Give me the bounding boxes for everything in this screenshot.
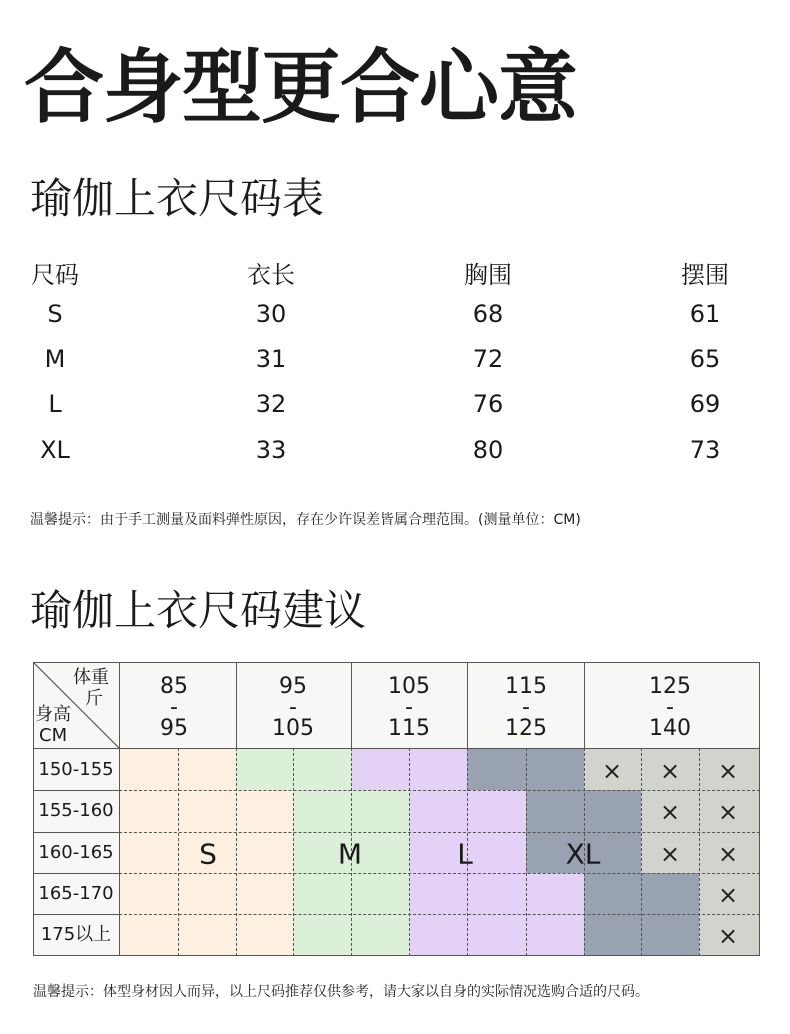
height-range-175-plus: 175以上 <box>40 924 112 945</box>
size-xl-cell <box>467 748 526 790</box>
weight-range-min: 95 <box>279 674 307 699</box>
not-recommended-mark: × <box>717 798 739 826</box>
size-xl-cell <box>526 790 584 832</box>
grid-hline <box>119 832 760 833</box>
size-m-cell <box>293 873 351 914</box>
cell-size: XL <box>40 436 70 464</box>
weight-range-115-125 <box>505 676 547 739</box>
corner-height-unit: CM <box>39 725 68 746</box>
not-recommended-mark: × <box>659 840 681 868</box>
size-xl-cell <box>584 914 641 956</box>
grid-hline <box>119 873 760 874</box>
weight-range-dash: - <box>666 695 674 720</box>
not-recommended-mark: × <box>601 757 623 785</box>
size-l-cell <box>467 873 526 914</box>
not-recommended-mark: × <box>659 798 681 826</box>
grid-hline <box>33 914 119 915</box>
grid-vline <box>759 662 760 956</box>
table-row <box>30 436 760 476</box>
cell-size: M <box>44 345 66 373</box>
size-s-cell <box>119 748 178 790</box>
weight-range-dash: - <box>170 695 178 720</box>
weight-range-105-115 <box>388 676 430 739</box>
weight-range-125-140 <box>649 676 691 739</box>
cell-chest: 76 <box>472 390 504 418</box>
size-xl-cell <box>584 873 641 914</box>
size-s-cell <box>178 914 236 956</box>
grid-hline <box>119 914 760 915</box>
grid-hline <box>33 790 119 791</box>
size-l-cell <box>526 873 584 914</box>
header-chest: 胸围 <box>464 261 512 289</box>
hero-title: 合身型更合心意 <box>24 41 577 134</box>
recommend-title: 瑜伽上衣尺码建议 <box>30 586 367 635</box>
size-s-cell <box>119 873 178 914</box>
size-s-cell <box>178 748 236 790</box>
size-l-cell <box>351 748 409 790</box>
weight-range-min: 125 <box>649 674 691 699</box>
size-chart-title: 瑜伽上衣尺码表 <box>30 174 325 223</box>
cell-size: S <box>47 300 63 328</box>
size-m-cell <box>351 914 409 956</box>
table-row <box>30 345 760 385</box>
size-s-cell <box>236 914 293 956</box>
size-label-m: M <box>337 837 363 871</box>
size-xl-cell <box>641 914 699 956</box>
size-m-cell <box>351 873 409 914</box>
grid-vline <box>641 748 642 956</box>
size-s-cell <box>236 832 293 873</box>
corner-weight-unit: 斤 <box>85 688 103 709</box>
size-s-cell <box>178 873 236 914</box>
size-s-cell <box>119 914 178 956</box>
corner-height-label: 身高 <box>35 704 71 725</box>
not-recommended-mark: × <box>717 881 739 909</box>
not-recommended-mark: × <box>717 922 739 950</box>
size-s-cell <box>119 832 178 873</box>
grid-hline <box>33 955 760 956</box>
cell-chest: 80 <box>472 436 504 464</box>
grid-vline <box>351 662 352 748</box>
grid-vline <box>699 748 700 956</box>
cell-chest: 72 <box>472 345 504 373</box>
cell-hem: 61 <box>689 300 721 328</box>
size-m-cell <box>236 748 293 790</box>
size-l-cell <box>409 914 467 956</box>
size-label-s: S <box>199 837 217 871</box>
height-range-165-170: 165-170 <box>38 883 114 904</box>
cell-size: L <box>48 390 62 418</box>
weight-range-95-105 <box>272 676 314 739</box>
cell-length: 31 <box>255 345 287 373</box>
grid-vline <box>236 662 237 748</box>
size-xl-cell <box>641 873 699 914</box>
size-xl-cell <box>584 790 641 832</box>
size-chart-note: 温馨提示：由于手工测量及面料弹性原因，存在少许误差皆属合理范围。(测量单位：CM) <box>30 512 581 528</box>
grid-hline <box>33 832 119 833</box>
grid-vline <box>178 748 179 956</box>
cell-length: 32 <box>255 390 287 418</box>
height-range-155-160: 155-160 <box>38 800 114 821</box>
cell-length: 30 <box>255 300 287 328</box>
size-label-xl: XL <box>565 837 601 871</box>
grid-vline <box>526 748 527 956</box>
weight-range-min: 115 <box>505 674 547 699</box>
height-range-150-155: 150-155 <box>38 759 114 780</box>
height-range-160-165: 160-165 <box>38 842 114 863</box>
weight-range-dash: - <box>405 695 413 720</box>
size-xl-cell <box>526 748 584 790</box>
size-l-cell <box>409 790 467 832</box>
corner-weight-label: 体重 <box>73 667 109 688</box>
weight-range-max: 125 <box>505 716 547 741</box>
grid-vline <box>293 748 294 956</box>
not-recommended-mark: × <box>659 757 681 785</box>
cell-hem: 73 <box>689 436 721 464</box>
grid-vline <box>584 662 585 748</box>
header-size: 尺码 <box>31 261 79 289</box>
grid-vline <box>467 662 468 748</box>
size-s-cell <box>236 790 293 832</box>
grid-vline <box>33 662 34 956</box>
size-l-cell <box>409 748 467 790</box>
not-recommended-mark: × <box>717 757 739 785</box>
size-m-cell <box>351 790 409 832</box>
size-s-cell <box>236 873 293 914</box>
cell-hem: 65 <box>689 345 721 373</box>
header-length: 衣长 <box>247 261 295 289</box>
size-m-cell <box>293 748 351 790</box>
table-row <box>30 300 760 340</box>
weight-range-max: 105 <box>272 716 314 741</box>
weight-range-max: 115 <box>388 716 430 741</box>
weight-range-dash: - <box>289 695 297 720</box>
table-row <box>30 390 760 430</box>
header-hem: 摆围 <box>681 261 729 289</box>
size-l-cell <box>467 832 526 873</box>
cell-hem: 69 <box>689 390 721 418</box>
weight-range-max: 140 <box>649 716 691 741</box>
grid-vline <box>119 662 120 956</box>
grid-hline <box>33 662 760 663</box>
weight-range-min: 85 <box>160 674 188 699</box>
size-l-cell <box>526 914 584 956</box>
size-l-cell <box>409 873 467 914</box>
size-label-l: L <box>457 837 473 871</box>
size-s-cell <box>178 790 236 832</box>
grid-vline <box>236 748 237 956</box>
size-m-cell <box>293 790 351 832</box>
grid-hline <box>33 748 760 749</box>
size-s-cell <box>119 790 178 832</box>
size-l-cell <box>467 790 526 832</box>
grid-hline <box>33 873 119 874</box>
recommend-note: 温馨提示：体型身材因人而异，以上尺码推荐仅供参考，请大家以自身的实际情况选购合适的尺码。 <box>33 984 649 1000</box>
cell-length: 33 <box>255 436 287 464</box>
size-l-cell <box>467 914 526 956</box>
size-recommend-grid <box>33 662 760 956</box>
size-chart-header-row <box>30 255 760 295</box>
cell-chest: 68 <box>472 300 504 328</box>
grid-hline <box>119 790 760 791</box>
weight-range-max: 95 <box>160 716 188 741</box>
size-m-cell <box>293 914 351 956</box>
weight-range-min: 105 <box>388 674 430 699</box>
not-recommended-mark: × <box>717 840 739 868</box>
weight-range-dash: - <box>522 695 530 720</box>
grid-vline <box>409 748 410 956</box>
weight-range-85-95 <box>160 676 188 739</box>
